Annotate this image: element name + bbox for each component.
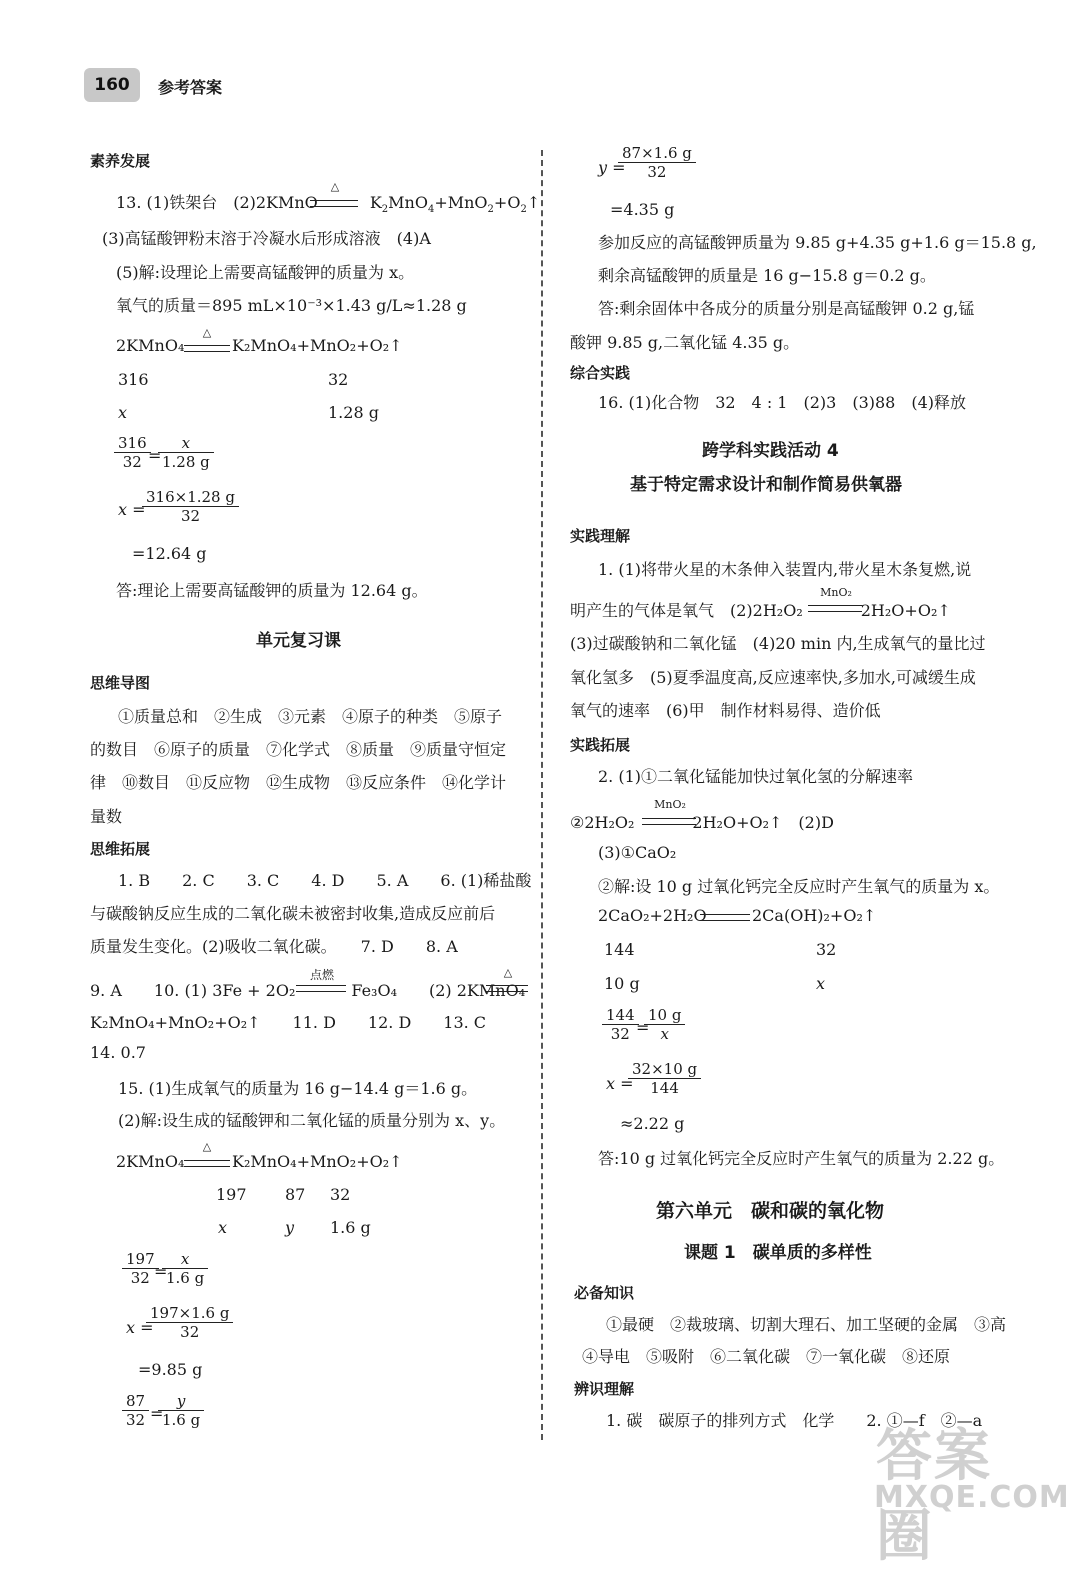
section-heading-zonghe: 综合实践 — [570, 364, 631, 382]
p1-line5: 氧气的速率 (6)甲 制作材料易得、造价低 — [570, 701, 881, 720]
ignite-condition: 点燃 — [309, 968, 334, 982]
catalyst-label: MnO₂ — [820, 586, 852, 599]
watermark-text: 答案圈 — [876, 1424, 992, 1569]
extend-line4: 9. A 10. (1) 3Fe + 2O₂ Fe₃O₄ (2) 2KMnO₄ — [90, 981, 526, 1000]
activity-title: 跨学科实践活动 4 — [702, 441, 839, 461]
p1-line2: 明产生的气体是氧气 (2)2H₂O₂ 2H₂O+O₂↑ — [570, 601, 951, 620]
equals-sign: = — [148, 446, 162, 465]
mass-197: 197 — [216, 1185, 247, 1204]
fraction: $\frac{87\times 1.6 g}{32}$ — [618, 144, 696, 181]
mindmap-line1: ①质量总和 ②生成 ③元素 ④原子的种类 ⑤原子 — [118, 707, 503, 726]
mass-32: 32 — [816, 940, 837, 959]
eq3-right: 2Ca(OH)₂+O₂↑ — [752, 906, 877, 925]
mass-316: 316 — [118, 370, 149, 389]
q13-line1: 13. (1)铁架台 (2)2KMnO $K_2MnO_4+MnO_2+O_2↑$ — [116, 193, 541, 216]
reaction-equals — [310, 200, 358, 207]
var-x: x — [218, 1218, 228, 1237]
result-435: =4.35 g — [610, 200, 675, 219]
fraction: $\frac{y}{1.6 g}$ — [158, 1392, 204, 1429]
fraction: $\frac{316}{32}$ — [114, 434, 151, 471]
reaction-equals — [808, 605, 862, 612]
section-heading-mindmap: 思维导图 — [90, 674, 151, 692]
mass-16: 1.6 g — [330, 1218, 371, 1237]
reaction-equals — [486, 985, 528, 992]
fraction: $\frac{144}{32}$ — [602, 1006, 639, 1043]
p2-line1: 2. (1)①二氧化锰能加快过氧化氢的分解速率 — [598, 767, 914, 786]
q13-line3: (5)解:设理论上需要高锰酸钾的质量为 x。 — [116, 263, 415, 282]
reaction-equals — [296, 985, 346, 992]
fraction: $\frac{x}{1.6 g}$ — [162, 1250, 208, 1287]
right-line2: 剩余高锰酸钾的质量是 16 g−15.8 g＝0.2 g。 — [598, 266, 936, 285]
q13-line2: (3)高锰酸钾粉末溶于冷凝水后形成溶液 (4)A — [102, 229, 431, 248]
knowledge-line1: ①最硬 ②裁玻璃、切割大理石、加工坚硬的金属 ③高 — [606, 1315, 1007, 1334]
section-heading-suyang: 素养发展 — [90, 152, 151, 170]
q13-line4: 氧气的质量＝895 mL×10⁻³×1.43 g/L≈1.28 g — [116, 296, 467, 315]
mass-87: 87 — [285, 1185, 306, 1204]
result-222: ≈2.22 g — [620, 1114, 685, 1133]
unit6-title: 第六单元 碳和碳的氧化物 — [656, 1200, 885, 1222]
knowledge-line2: ④导电 ⑤吸附 ⑥二氧化碳 ⑦一氧化碳 ⑧还原 — [582, 1347, 951, 1366]
catalyst-label: MnO₂ — [654, 798, 686, 811]
x-equals: x = — [126, 1318, 154, 1337]
mass-144: 144 — [604, 940, 635, 959]
p2-line3: (3)①CaO₂ — [598, 843, 677, 862]
heat-symbol: △ — [202, 1140, 212, 1153]
activity-subtitle: 基于特定需求设计和制作简易供氧器 — [630, 475, 902, 495]
var-y: y — [285, 1218, 295, 1237]
p1-line1: 1. (1)将带火星的木条伸入装置内,带火星木条复燃,说 — [598, 560, 972, 579]
equals-sign: = — [150, 1404, 164, 1423]
fraction: $\frac{10 g}{x}$ — [644, 1006, 685, 1043]
section-heading-knowledge: 必备知识 — [574, 1284, 635, 1302]
q15-line2: (2)解:设生成的锰酸钾和二氧化锰的质量分别为 x、y。 — [118, 1111, 506, 1130]
p1-line4: 氧化氢多 (5)夏季温度高,反应速率快,多加水,可减缓生成 — [570, 668, 976, 687]
answer-1: 答:理论上需要高锰酸钾的质量为 12.64 g。 — [116, 581, 428, 600]
unit-review-title: 单元复习课 — [256, 631, 341, 651]
p1-line3: (3)过碳酸钠和二氧化锰 (4)20 min 内,生成氧气的量比过 — [570, 634, 986, 653]
p2-line4: ②解:设 10 g 过氧化钙完全反应时产生氧气的质量为 x。 — [598, 877, 1000, 896]
mass-128: 1.28 g — [328, 403, 379, 422]
mindmap-line3: 律 ⑩数目 ⑪反应物 ⑫生成物 ⑬反应条件 ⑭化学计 — [90, 773, 507, 792]
eq2-right: K₂MnO₄+MnO₂+O₂↑ — [232, 1152, 403, 1171]
fraction: $\frac{32\times 10 g}{144}$ — [628, 1060, 701, 1097]
heat-symbol: △ — [503, 966, 513, 979]
fraction: $\frac{197}{32}$ — [122, 1250, 159, 1287]
section-heading-extend: 思维拓展 — [90, 840, 151, 858]
column-divider — [541, 150, 543, 1440]
mass-10g: 10 g — [604, 974, 640, 993]
reaction-equals — [700, 914, 750, 921]
eq1-left: 2KMnO₄ — [116, 336, 185, 355]
fraction: $\frac{87}{32}$ — [122, 1392, 149, 1429]
identify-line1: 1. 碳 碳原子的排列方式 化学 2. ①—f ②—a — [606, 1411, 983, 1430]
p2-line2: ②2H₂O₂ 2H₂O+O₂↑ (2)D — [570, 813, 834, 832]
fraction: $\frac{197\times 1.6 g}{32}$ — [146, 1304, 233, 1341]
lesson-title: 课题 1 碳单质的多样性 — [684, 1243, 872, 1263]
page-header-title: 参考答案 — [158, 78, 223, 97]
var-x: x — [118, 403, 128, 422]
reaction-equals — [642, 818, 696, 825]
right-line1: 参加反应的高锰酸钾质量为 9.85 g+4.35 g+1.6 g＝15.8 g, — [598, 233, 1037, 252]
extend-line6: 14. 0.7 — [90, 1043, 146, 1062]
extend-line2: 与碳酸钠反应生成的二氧化碳未被密封收集,造成反应前后 — [90, 904, 496, 923]
y-equals: y = — [598, 158, 626, 177]
answer-2: 答:10 g 过氧化钙完全反应时产生氧气的质量为 2.22 g。 — [598, 1149, 1005, 1168]
eq3-left: 2CaO₂+2H₂O — [598, 906, 707, 925]
result-985: =9.85 g — [138, 1360, 203, 1379]
section-heading-identify: 辨识理解 — [574, 1380, 635, 1398]
result-1264: =12.64 g — [132, 544, 207, 563]
heat-symbol: △ — [202, 326, 212, 339]
right-line4: 酸钾 9.85 g,二氧化锰 4.35 g。 — [570, 333, 800, 352]
x-equals: x = — [118, 500, 146, 519]
page-number-badge: 160 — [84, 68, 140, 102]
q15-line1: 15. (1)生成氧气的质量为 16 g−14.4 g＝1.6 g。 — [118, 1079, 478, 1098]
heat-symbol: △ — [330, 180, 340, 193]
extend-line1: 1. B 2. C 3. C 4. D 5. A 6. (1)稀盐酸 — [118, 871, 532, 890]
reaction-equals — [184, 345, 230, 352]
x-equals: x = — [606, 1074, 634, 1093]
right-line3: 答:剩余固体中各成分的质量分别是高锰酸钾 0.2 g,锰 — [598, 299, 975, 318]
reaction-equals — [184, 1160, 230, 1167]
fraction: $\frac{x}{1.28 g}$ — [158, 434, 214, 471]
eq2-left: 2KMnO₄ — [116, 1152, 185, 1171]
mass-32: 32 — [328, 370, 349, 389]
fraction: $\frac{316\times 1.28 g}{32}$ — [142, 488, 239, 525]
q16-line: 16. (1)化合物 32 4 : 1 (2)3 (3)88 (4)释放 — [598, 393, 967, 412]
eq1-right: K₂MnO₄+MnO₂+O₂↑ — [232, 336, 403, 355]
var-x: x — [816, 974, 826, 993]
section-heading-practice-extend: 实践拓展 — [570, 736, 631, 754]
mass-32: 32 — [330, 1185, 351, 1204]
equals-sign: = — [154, 1262, 168, 1281]
extend-line5: K₂MnO₄+MnO₂+O₂↑ 11. D 12. D 13. C — [90, 1013, 487, 1032]
watermark-url: MXQE.COM — [874, 1480, 1070, 1515]
equals-sign: = — [636, 1018, 650, 1037]
mindmap-line4: 量数 — [90, 807, 123, 826]
watermark-logo — [868, 1412, 1070, 1569]
section-heading-practice-understand: 实践理解 — [570, 527, 631, 545]
mindmap-line2: 的数目 ⑥原子的质量 ⑦化学式 ⑧质量 ⑨质量守恒定 — [90, 740, 507, 759]
extend-line3: 质量发生变化。(2)吸收二氧化碳。 7. D 8. A — [90, 937, 458, 956]
